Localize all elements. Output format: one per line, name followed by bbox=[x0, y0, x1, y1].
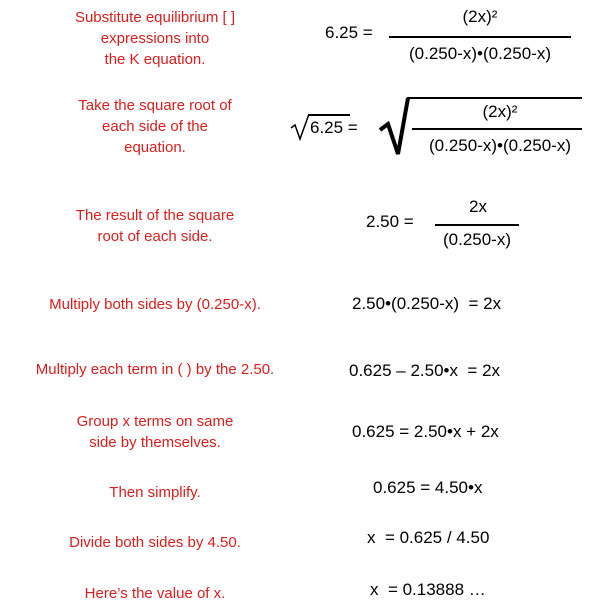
step-7-label: Then simplify. bbox=[109, 484, 201, 501]
eq3-denominator: (0.250-x) bbox=[442, 230, 512, 249]
step-2-label: Take the square root of each side of the equation. bbox=[78, 97, 232, 156]
eq2-lhs: 6.25 = bbox=[310, 118, 358, 137]
step-4-label: Multiply both sides by (0.250-x). bbox=[49, 296, 261, 313]
step-6-label: Group x terms on same side by themselves. bbox=[76, 413, 234, 451]
equation-4: 2.50•(0.250-x) = 2x bbox=[352, 294, 502, 313]
equation-8: x = 0.625 / 4.50 bbox=[367, 528, 490, 547]
large-radical-icon bbox=[378, 96, 410, 158]
eq2-fraction-bar bbox=[412, 128, 582, 130]
eq1-fraction-bar bbox=[389, 36, 571, 38]
eq3-numerator: 2x bbox=[469, 197, 487, 216]
equation-5: 0.625 – 2.50•x = 2x bbox=[349, 361, 501, 380]
eq2-denominator: (0.250-x)•(0.250-x) bbox=[428, 136, 571, 155]
step-9-label: Here’s the value of x. bbox=[84, 585, 226, 602]
eq3-fraction-bar bbox=[435, 224, 519, 226]
equation-6: 0.625 = 2.50•x + 2x bbox=[352, 422, 499, 441]
small-radical-icon bbox=[290, 112, 310, 142]
step-3-label: The result of the square root of each side. bbox=[75, 207, 235, 245]
equation-7: 0.625 = 4.50•x bbox=[373, 478, 483, 497]
eq1-numerator: (2x)² bbox=[462, 7, 498, 26]
step-1-label: Substitute equilibrium [ ] expressions into the K equation. bbox=[74, 9, 236, 68]
step-5-label: Multiply each term in ( ) by the 2.50. bbox=[35, 361, 275, 378]
eq3-lhs: 2.50 = bbox=[366, 212, 414, 231]
small-radical-bar bbox=[308, 114, 350, 116]
eq2-numerator: (2x)² bbox=[482, 102, 518, 121]
step-8-label: Divide both sides by 4.50. bbox=[69, 534, 241, 551]
eq1-denominator: (0.250-x)•(0.250-x) bbox=[408, 44, 551, 63]
eq1-lhs: 6.25 = bbox=[325, 23, 373, 42]
equation-9: x = 0.13888 … bbox=[370, 580, 486, 599]
large-radical-bar bbox=[407, 97, 582, 99]
